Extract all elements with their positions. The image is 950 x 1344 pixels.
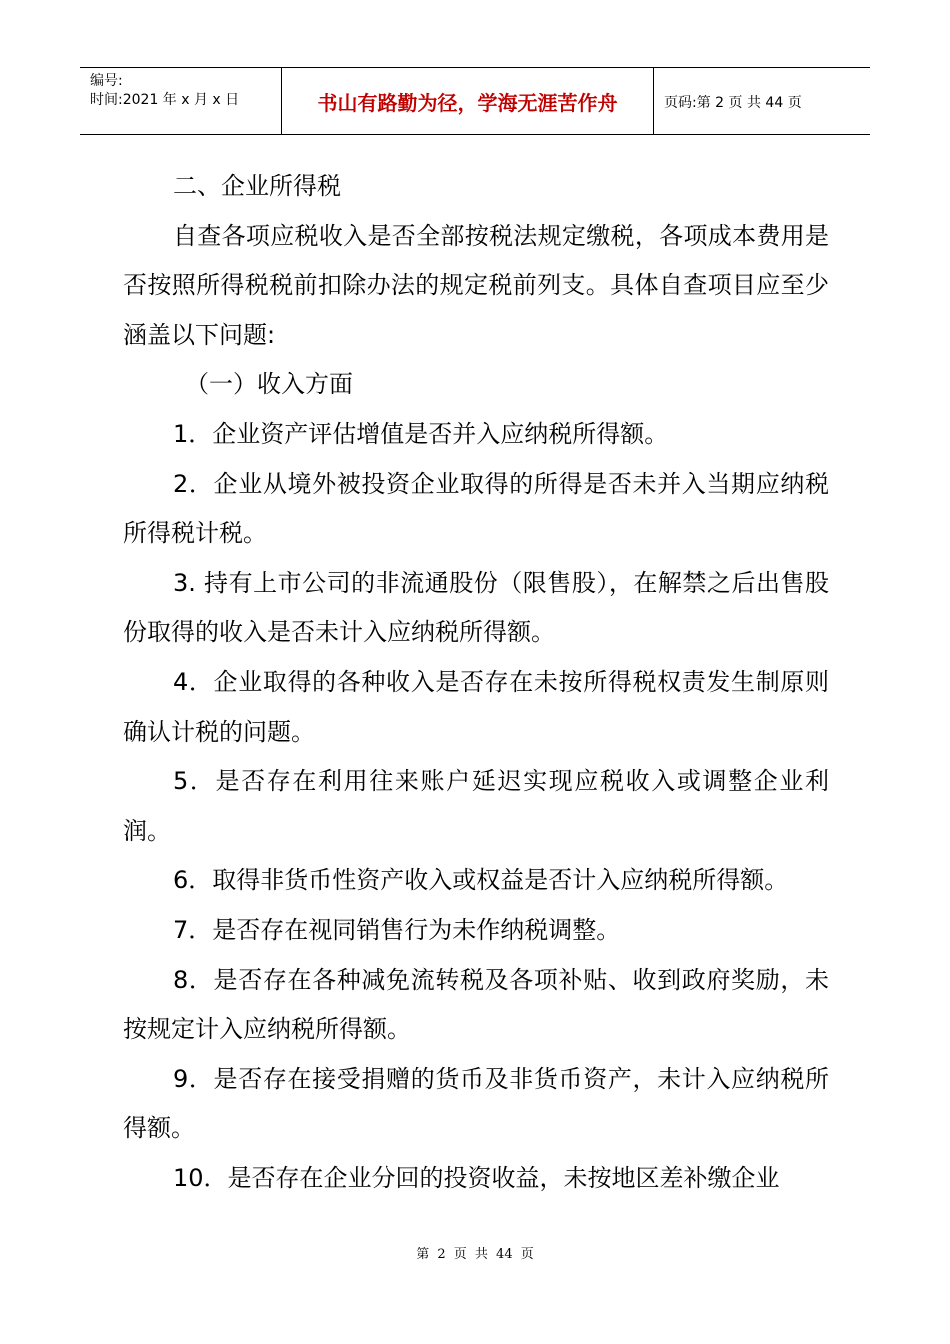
header-motto: 书山有路勤为径，学海无涯苦作舟 <box>317 91 618 115</box>
list-item: 5．是否存在利用往来账户延迟实现应税收入或调整企业利润。 <box>123 767 829 845</box>
list-item: 3. 持有上市公司的非流通股份（限售股），在解禁之后出售股份取得的收入是否未计入应纳税所得额。 <box>123 568 829 647</box>
list-item: 7．是否存在视同销售行为未作纳税调整。 <box>173 915 621 944</box>
header-motto-cell <box>282 68 654 134</box>
header-page-cell <box>654 68 870 134</box>
page-header <box>80 67 870 135</box>
subsection-title: （一）收入方面 <box>185 370 353 399</box>
list-item: 1．企业资产评估增值是否并入应纳税所得额。 <box>173 419 669 448</box>
section-title: 二、企业所得税 <box>173 172 341 200</box>
intro-paragraph: 自查各项应税收入是否全部按税法规定缴税，各项成本费用是否按照所得税税前扣除办法的规定税前列支。具体自查项目应至少涵盖以下问题: <box>123 221 829 349</box>
list-item: 9．是否存在接受捐赠的货币及非货币资产，未计入应纳税所得额。 <box>123 1064 829 1143</box>
header-meta-cell <box>80 68 282 134</box>
list-item: 8．是否存在各种减免流转税及各项补贴、收到政府奖励，未按规定计入应纳税所得额。 <box>123 965 829 1044</box>
list-item: 4．企业取得的各种收入是否存在未按所得税权责发生制原则确认计税的问题。 <box>123 667 829 746</box>
list-item: 10．是否存在企业分回的投资收益，未按地区差补缴企业 <box>173 1163 780 1192</box>
list-item: 6．取得非货币性资产收入或权益是否计入应纳税所得额。 <box>173 866 789 895</box>
document-number-label: 编号: <box>90 73 123 89</box>
list-item: 2．企业从境外被投资企业取得的所得是否未并入当期应纳税所得税计税。 <box>123 469 829 548</box>
header-page-code: 页码:第 2 页 共 44 页 <box>664 95 802 111</box>
document-body <box>123 162 829 1203</box>
page-footer: 第 2 页 共 44 页 <box>416 1247 534 1262</box>
document-time-label: 时间:2021 年 x 月 x 日 <box>90 92 240 108</box>
